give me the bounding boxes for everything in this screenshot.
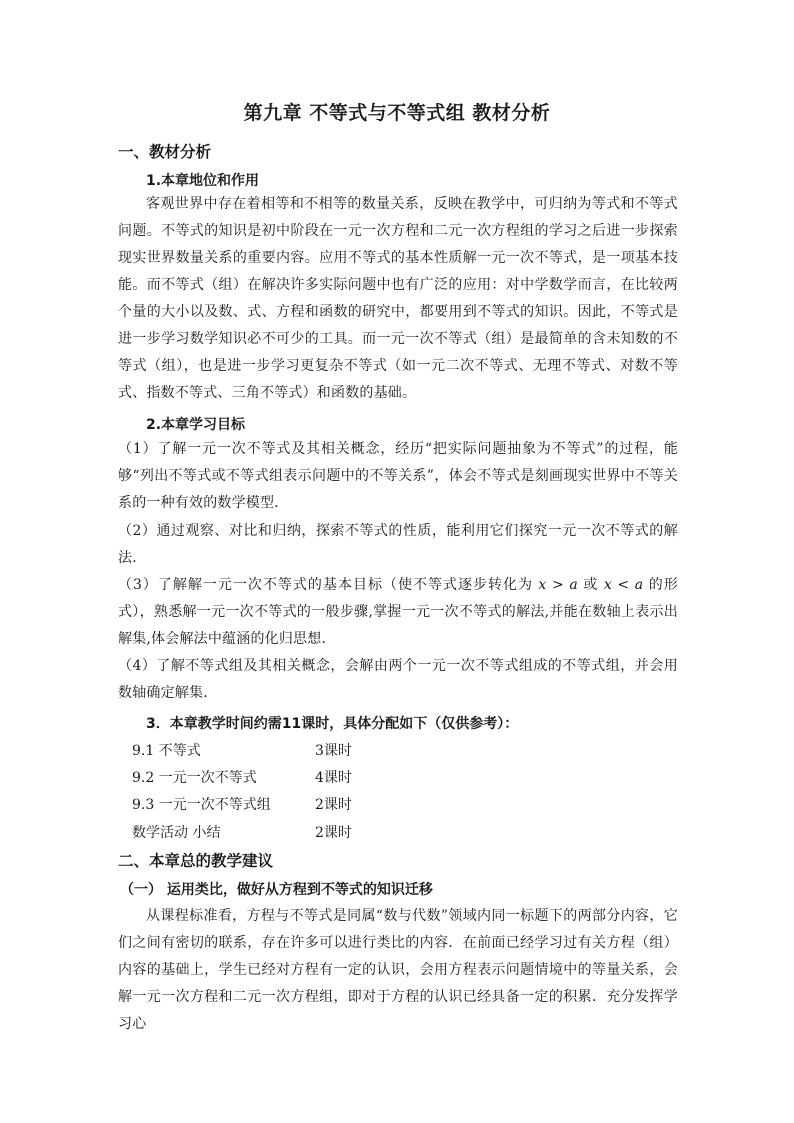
goal-3: （3）了解解一元一次不等式的基本目标（使不等式逐步转化为 x > a 或 x < a 的形式），熟悉解一元一次不等式的一般步骤,掌握一元一次不等式的解法,并能在数轴上表示出解集,体会解法中蕴涵的化归思想． <box>118 577 678 647</box>
subsection-heading-learning-goals: 2.本章学习目标 <box>146 417 246 433</box>
goal-2: （2）通过观察、对比和归纳，探索不等式的性质，能利用它们探究一元一次不等式的解法． <box>118 523 678 566</box>
paragraph-position-role: 客观世界中存在着相等和不相等的数量关系，反映在教学中，可归纳为等式和不等式问题。不等式的知识是初中阶段在一元一次方程和二元一次方程组的学习之后进一步探索现实世界数量关系的重要内容。应用不等式的基本性质解一元一次不等式，是一项基本技能。而不等式（组）在解决许多实际问题中也有广泛的应用：对中学数学而言，在比较两个量的大小以及数、式、方程和函数的研究中，都要用到不等式的知识。因此，不等式是进一步学习数学知识必不可少的工具。而一元一次不等式（组）是最简单的含未知数的不等式（组），也是进一步学习更复杂不等式（如一元二次不等式、无理不等式、对数不等式、指数不等式、三角不等式）和函数的基础。 <box>118 196 678 401</box>
section-heading-textbook-analysis: 一、教材分析 <box>118 143 212 161</box>
schedule-hours: 2课时 <box>315 797 352 813</box>
section-heading-teaching-suggestions: 二、本章总的教学建议 <box>118 852 274 870</box>
schedule-item: 9.2 一元一次不等式 <box>132 770 257 786</box>
schedule-item: 数学活动 小结 <box>132 825 221 841</box>
schedule-item: 9.1 不等式 <box>132 743 201 759</box>
subsection-heading-position-role: 1.本章地位和作用 <box>146 173 260 189</box>
goal-4: （4）了解不等式组及其相关概念，会解由两个一元一次不等式组成的不等式组，并会用数轴确定解集． <box>118 658 678 701</box>
schedule-item: 9.3 一元一次不等式组 <box>132 797 271 813</box>
schedule-hours: 3课时 <box>315 743 352 759</box>
goal-1: （1）了解一元一次不等式及其相关概念，经历“把实际问题抽象为不等式”的过程，能够“列出不等式或不等式组表示问题中的不等关系”，体会不等式是刻画现实世界中不等关系的一种有效的数学模型． <box>118 441 678 511</box>
subsection-heading-analogy: （一） 运用类比，做好从方程到不等式的知识迁移 <box>120 882 433 898</box>
schedule-hours: 2课时 <box>315 825 352 841</box>
paragraph-analogy: 从课程标准看，方程与不等式是同属“数与代数”领域内同一标题下的两部分内容，它们之间有密切的联系，存在许多可以进行类比的内容．在前面已经学习过有关方程（组）内容的基础上，学生已经对方程有一定的认识，会用方程表示问题情境中的等量关系，会解一元一次方程和二元一次方程组，即对于方程的认识已经具备一定的积累．充分发挥学习心 <box>118 908 678 1032</box>
subsection-heading-schedule: 3．本章教学时间约需11课时，具体分配如下（仅供参考）： <box>146 716 519 732</box>
schedule-hours: 4课时 <box>315 770 352 786</box>
document-title: 第九章 不等式与不等式组 教材分析 <box>243 102 551 124</box>
